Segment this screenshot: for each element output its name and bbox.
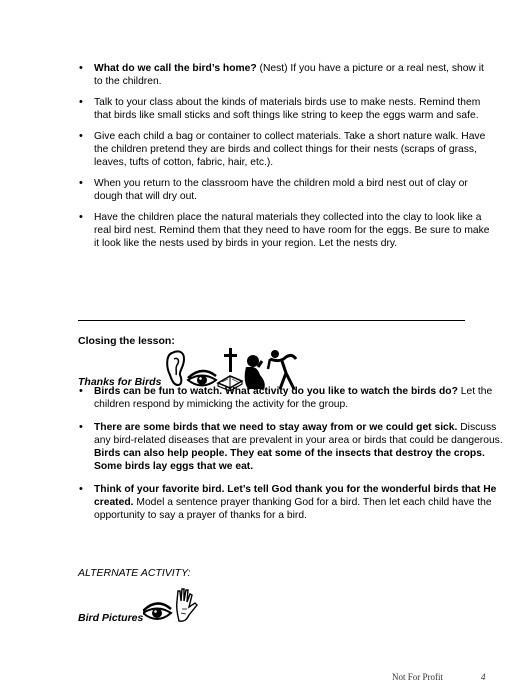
list-item [94, 421, 504, 473]
bird-pictures-heading: Bird Pictures [78, 612, 144, 624]
footer-note: Not For Profit [392, 672, 444, 682]
alternate-activity-heading: ALTERNATE ACTIVITY: [78, 567, 191, 579]
list-item [94, 62, 494, 88]
eye-icon [188, 371, 216, 386]
list-item-text: Model a sentence prayer thanking God for a bird. Then let each child have the opportunity to say a prayer of thanks for a bird. [94, 497, 492, 521]
thanks-heading: Thanks for Birds [78, 376, 162, 388]
activity-steps-list [94, 62, 494, 258]
list-item-text: Give each child a bag or container to collect materials. Take a short nature walk. Have the children pretend they are birds and collect things for their nests (scraps of grass, leaves, tufts of cotton, fabric, hair, etc.). [94, 131, 486, 168]
list-item-text: Talk to your class about the kinds of materials birds use to make nests. Remind them that birds like small sticks and soft things like string to keep the eggs warm and safe. [94, 97, 481, 121]
page-number: 4 [481, 672, 486, 682]
praying-child-icon [245, 355, 265, 389]
list-item-bold: Birds can also help people. They eat some of the insects that destroy the crops. Some birds lay eggs that we eat. [94, 448, 485, 472]
list-item-bold: There are some birds that we need to stay away from or we could get sick. [94, 422, 458, 433]
list-item-text: Let the children respond by mimicking the activity for the group. [94, 386, 493, 410]
section-divider [78, 320, 465, 321]
list-item [94, 483, 504, 522]
list-item-bold: Birds can be fun to watch. What activity do you like to watch the birds do? [94, 386, 458, 397]
list-item-text: (Nest) If you have a picture or a real nest, show it to the children. [94, 63, 484, 87]
list-item [94, 177, 494, 203]
question-bold: What do we call the bird’s home? [94, 63, 257, 74]
list-item-text: Discuss any bird-related diseases that are prevalent in your area or birds that could be dangerous. [94, 422, 503, 446]
closing-list [94, 385, 504, 532]
list-item-text: Have the children place the natural materials they collected into the clay to look like a real bird nest. Remind them that they need to have room for the eggs. Be sure to make it look like the nests used by birds in your region. Let the nests dry. [94, 212, 490, 249]
list-item [94, 96, 494, 122]
list-item [94, 130, 494, 169]
ear-icon [167, 351, 184, 385]
closing-heading: Closing the lesson: [78, 335, 175, 347]
stretching-figure-icon [268, 350, 296, 389]
list-item [94, 385, 504, 411]
list-item [94, 211, 494, 250]
list-item-bold: Think of your favorite bird. Let’s tell God thank you for the wonderful birds that He created. [94, 484, 497, 508]
eye-icon [143, 603, 171, 619]
bird-pictures-icons [143, 585, 203, 625]
list-item-text: When you return to the classroom have the children mold a bird nest out of clay or dough that will dry out. [94, 178, 468, 202]
hand-icon [177, 589, 197, 621]
